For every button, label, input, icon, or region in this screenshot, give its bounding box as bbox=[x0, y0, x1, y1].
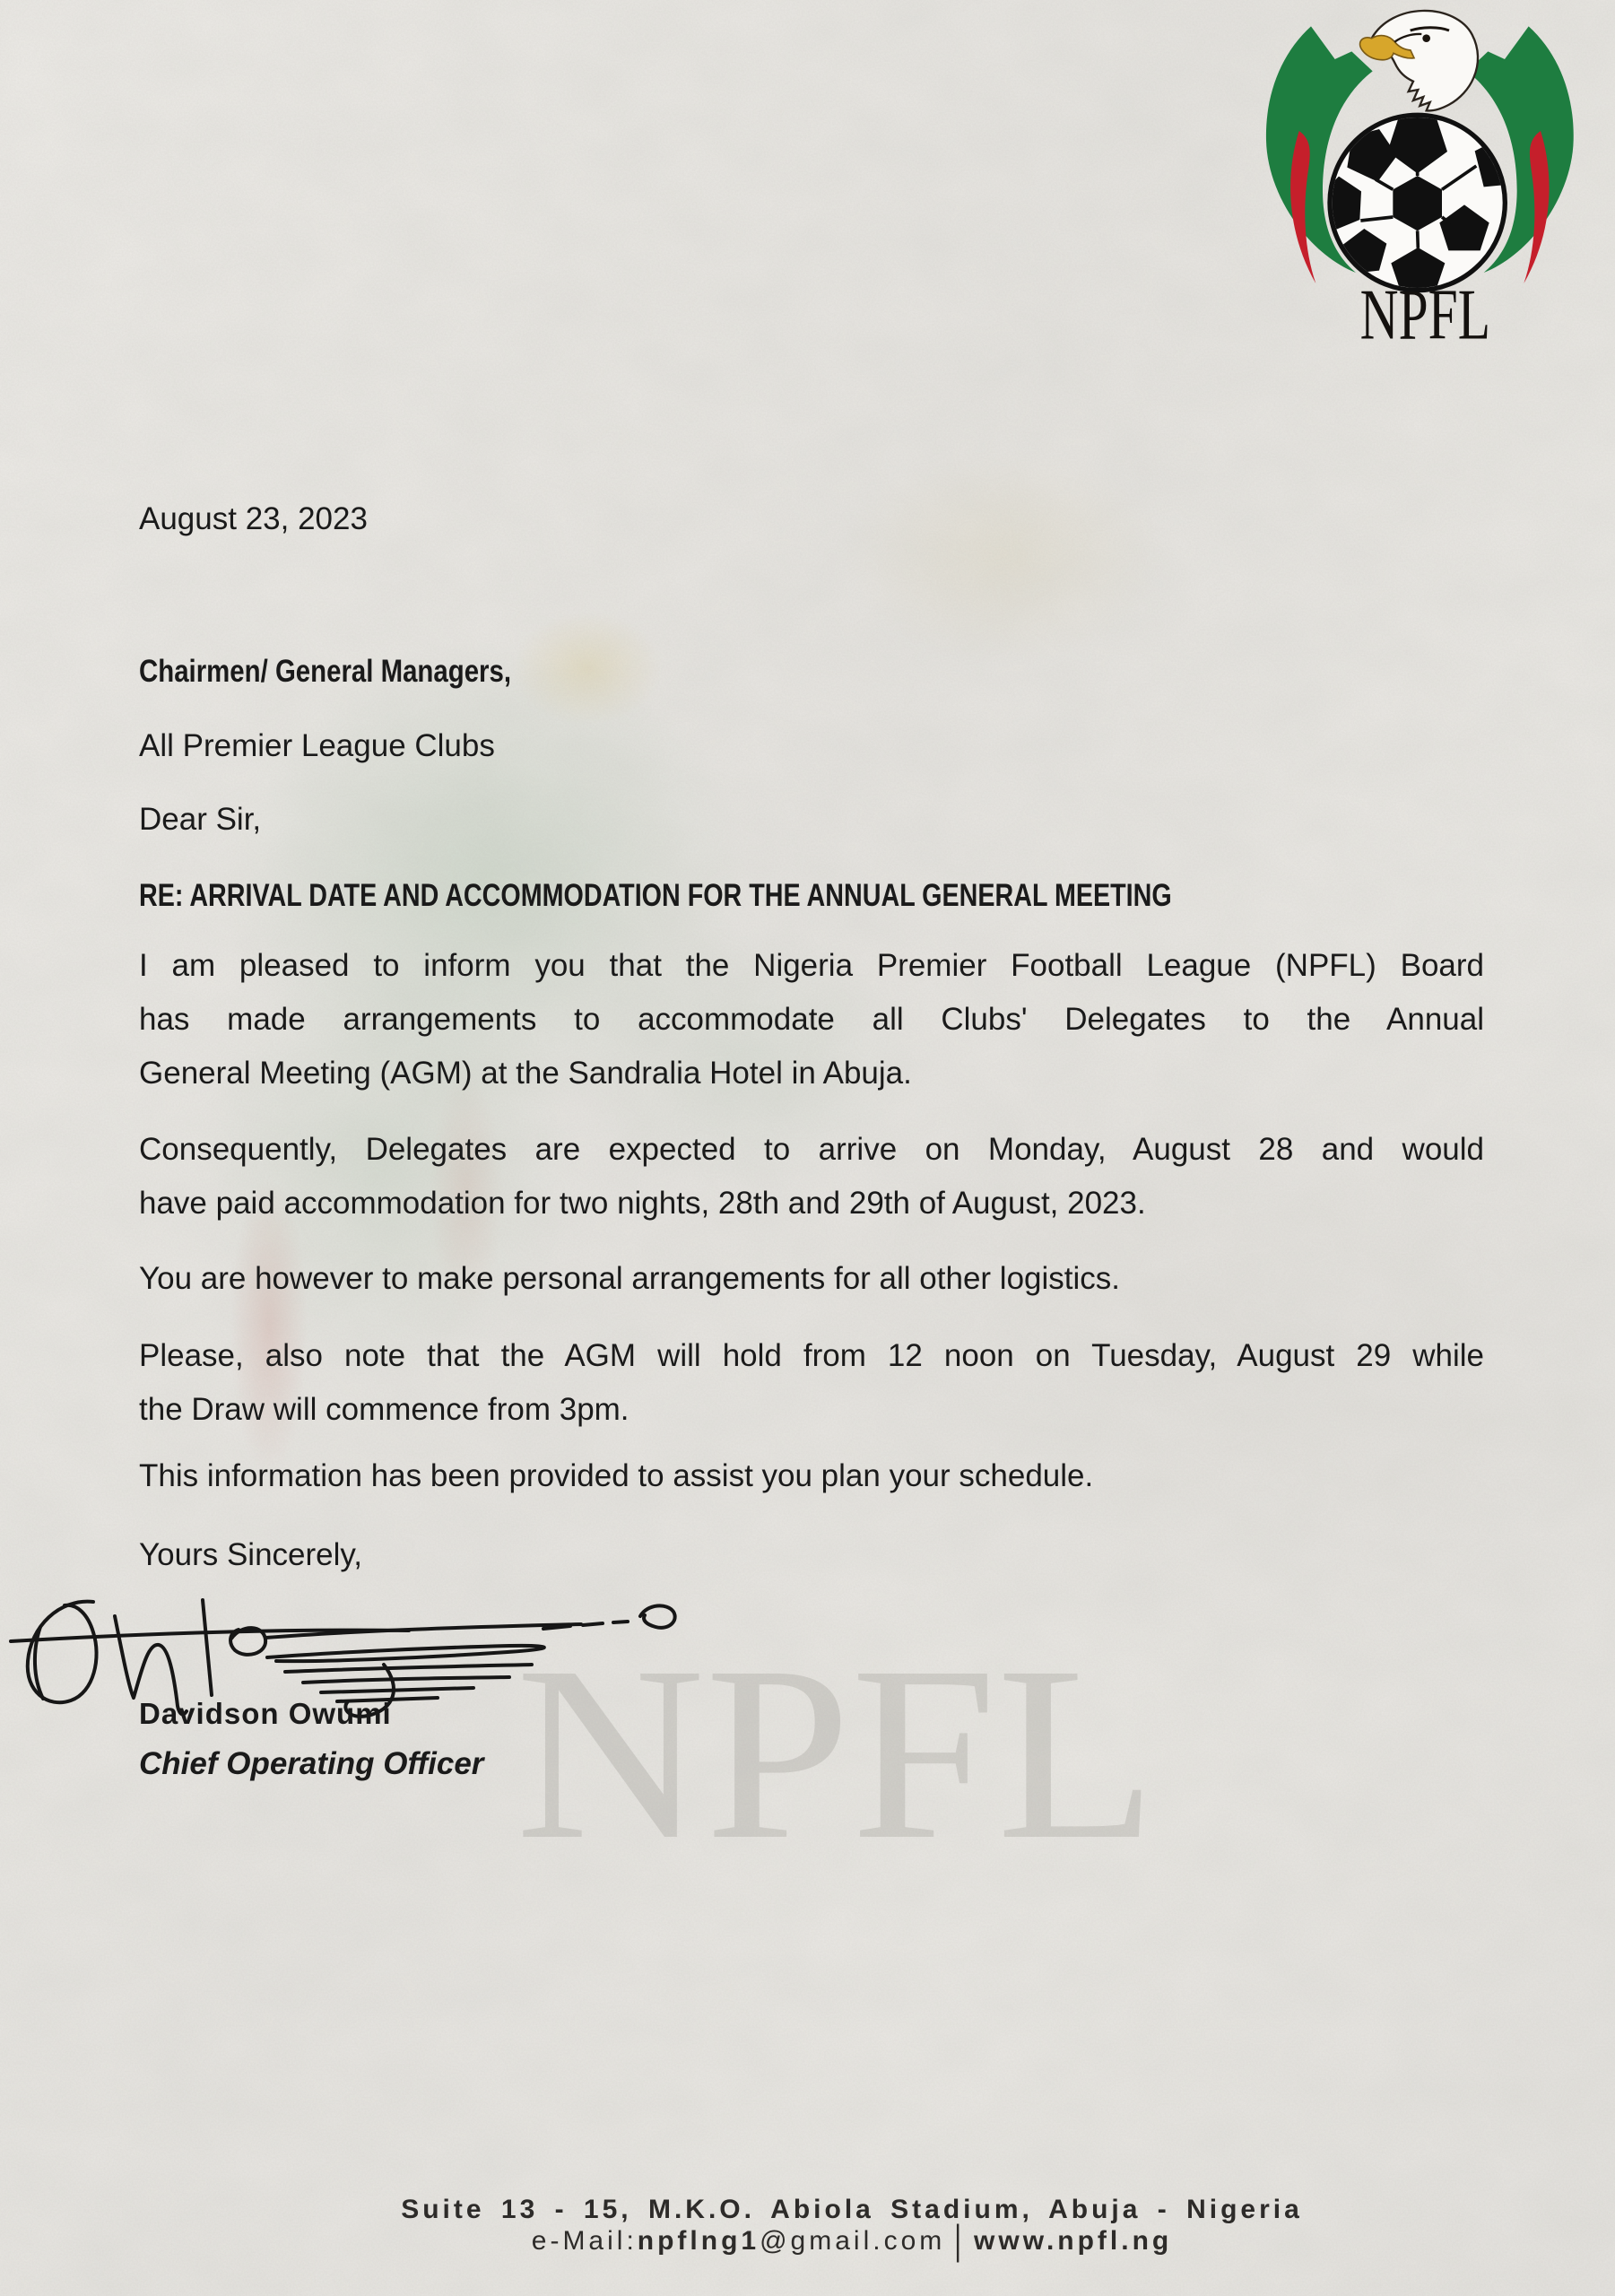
footer-separator-bar: | bbox=[954, 2217, 966, 2264]
body-paragraph-1 bbox=[139, 939, 1484, 1100]
footer-email-user: npflng1 bbox=[637, 2226, 760, 2256]
footer-contact bbox=[22, 2217, 1615, 2264]
paragraph-line: This information has been provided to assist you plan your schedule. bbox=[139, 1458, 1094, 1493]
footer-email-label: e-Mail: bbox=[531, 2226, 638, 2256]
footer bbox=[22, 2195, 1615, 2264]
footer-website: www.npfl.ng bbox=[974, 2226, 1173, 2256]
recipient-line-2: All Premier League Clubs bbox=[139, 728, 495, 763]
eagle-head-icon bbox=[1360, 11, 1478, 110]
signer-title: Chief Operating Officer bbox=[139, 1746, 484, 1781]
npfl-logo bbox=[1236, 0, 1613, 359]
footer-address: Suite 13 - 15, M.K.O. Abiola Stadium, Abuja - Nigeria bbox=[401, 2195, 1303, 2224]
footer-email-domain: @gmail.com bbox=[760, 2226, 946, 2256]
recipient-line-1 bbox=[139, 645, 1484, 699]
paragraph-line: Please, also note that the AGM will hold from 12 noon on Tuesday, August 29 while bbox=[139, 1338, 1484, 1373]
letter-date: August 23, 2023 bbox=[139, 501, 368, 536]
signer-name: Davidson Owumi bbox=[139, 1697, 392, 1730]
recipient-line-1-text: Chairmen/ General Managers, bbox=[139, 654, 512, 689]
subject-line bbox=[139, 869, 1484, 923]
paragraph-line: the Draw will commence from 3pm. bbox=[139, 1392, 630, 1427]
paragraph-line: I am pleased to inform you that the Nigeria Premier Football League (NPFL) Board bbox=[139, 948, 1484, 983]
paragraph-line: has made arrangements to accommodate all Clubs' Delegates to the Annual bbox=[139, 1002, 1484, 1037]
logo-wordmark: NPFL bbox=[1359, 275, 1490, 355]
paragraph-line: Consequently, Delegates are expected to arrive on Monday, August 28 and would bbox=[139, 1132, 1484, 1167]
body-paragraph-4 bbox=[139, 1329, 1484, 1437]
body-paragraph-5 bbox=[139, 1449, 1484, 1503]
body-paragraph-2 bbox=[139, 1123, 1484, 1231]
body-paragraph-3 bbox=[139, 1252, 1484, 1306]
subject-text: RE: ARRIVAL DATE AND ACCOMMODATION FOR THE ANNUAL GENERAL MEETING bbox=[139, 878, 1172, 913]
paragraph-line: General Meeting (AGM) at the Sandralia Hotel in Abuja. bbox=[139, 1056, 912, 1091]
watermark-text: NPFL bbox=[516, 1643, 1157, 1876]
closing: Yours Sincerely, bbox=[139, 1537, 363, 1572]
paragraph-line: You are however to make personal arrangements for all other logistics. bbox=[139, 1261, 1121, 1296]
paragraph-line: have paid accommodation for two nights, 28th and 29th of August, 2023. bbox=[139, 1186, 1146, 1221]
salutation: Dear Sir, bbox=[139, 802, 262, 837]
